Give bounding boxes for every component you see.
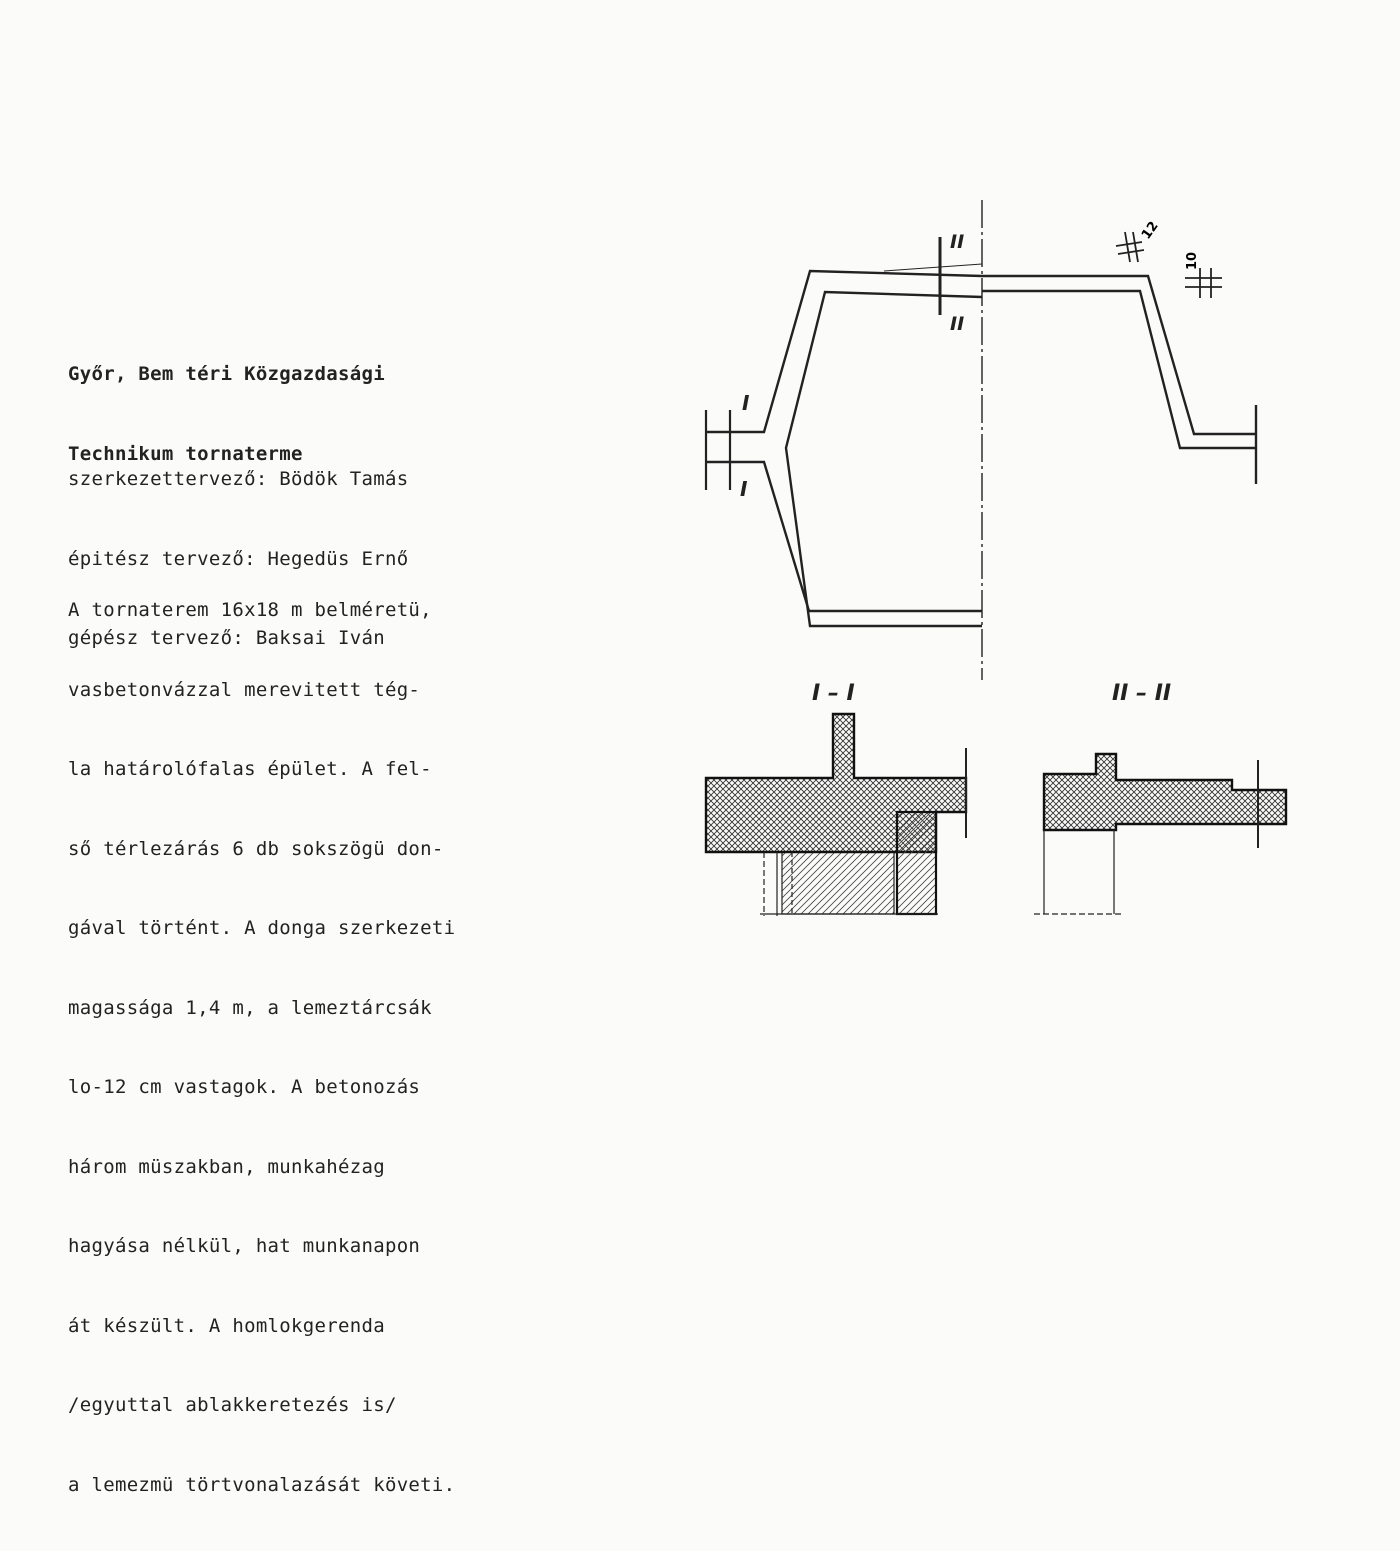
- description-line: át készült. A homlokgerenda: [68, 1314, 385, 1337]
- plan-left-half: [706, 271, 982, 626]
- section-mark-two-bottom: II: [950, 313, 965, 335]
- description-line: a lemezmü törtvonalazását követi.: [68, 1473, 456, 1496]
- section-mark-one-bottom: I: [740, 477, 748, 501]
- description-line: ső térlezárás 6 db sokszögü don-: [68, 837, 444, 860]
- plan-left-end-marks: [706, 410, 730, 490]
- description-line: három müszakban, munkahézag: [68, 1155, 385, 1178]
- dimension-12-label: 12: [1138, 218, 1162, 243]
- description-line: lo-12 cm vastagok. A betonozás: [68, 1076, 421, 1098]
- description-line: la határolófalas épület. A fel-: [68, 758, 432, 780]
- dimension-10-label: 10: [1185, 251, 1200, 270]
- credit-structural: szerkezettervező: Bödök Tamás: [68, 468, 409, 490]
- section-two-detail: [1034, 754, 1286, 914]
- dimension-10: [1185, 268, 1222, 298]
- plan-right-half: [982, 276, 1256, 484]
- section-title-two: II – II: [1112, 681, 1172, 706]
- description-line: gával történt. A donga szerkezeti: [68, 917, 456, 939]
- description-line: hagyása nélkül, hat munkanapon: [68, 1235, 421, 1257]
- title-line: Technikum tornaterme: [68, 442, 303, 465]
- credit-architect: épitész tervező: Hegedüs Ernő: [68, 547, 409, 570]
- title-line: Győr, Bem téri Közgazdasági: [68, 363, 385, 385]
- section-mark-one-top: I: [742, 391, 750, 415]
- credit-mechanical: gépész tervező: Baksai Iván: [68, 627, 385, 649]
- description-line: magassága 1,4 m, a lemeztárcsák: [68, 996, 432, 1019]
- description-line: vasbetonvázzal merevitett tég-: [68, 678, 421, 701]
- dimension-12: [1116, 232, 1144, 262]
- description-line: /egyuttal ablakkeretezés is/: [68, 1394, 397, 1416]
- section-title-one: I – I: [812, 681, 855, 706]
- section-mark-two-top: II: [950, 231, 965, 253]
- section-one-detail: [706, 714, 966, 916]
- description-line: A tornaterem 16x18 m belméretü,: [68, 599, 432, 621]
